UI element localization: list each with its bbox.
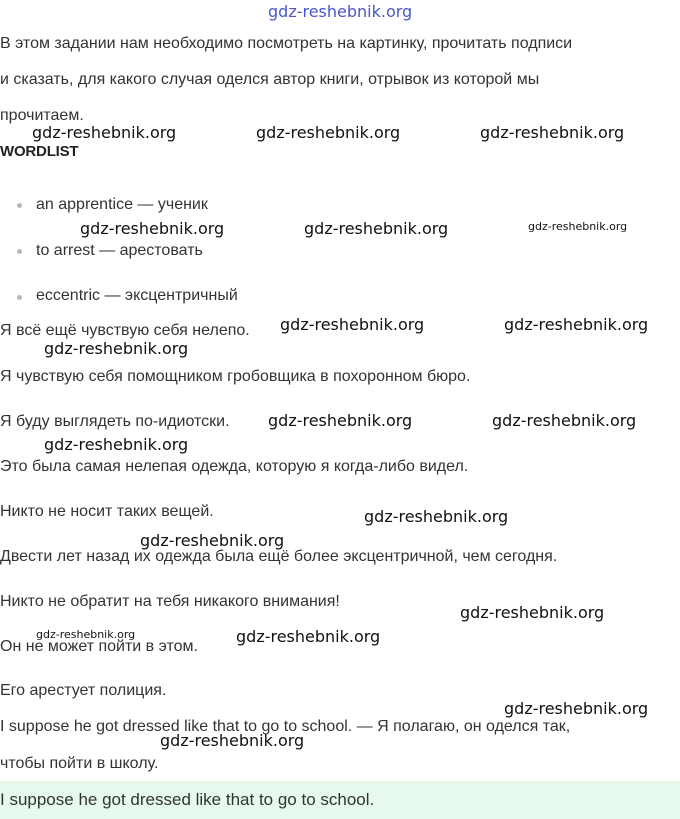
wordlist-item: an apprentice — ученик bbox=[36, 196, 208, 213]
answer-highlight-text: I suppose he got dressed like that to go to school. bbox=[0, 790, 375, 809]
sentence: Никто не обратит на тебя никакого внимания! bbox=[0, 593, 340, 610]
watermark: gdz-reshebnik.org bbox=[364, 507, 509, 526]
bullet-icon bbox=[17, 203, 22, 208]
bullet-icon bbox=[17, 295, 22, 300]
watermark: gdz-reshebnik.org bbox=[304, 219, 449, 238]
intro-line: прочитаем. bbox=[0, 107, 84, 124]
wordlist-item: to arrest — арестовать bbox=[36, 242, 203, 259]
sentence: Я буду выглядеть по-идиотски. bbox=[0, 413, 230, 430]
answer-line: I suppose he got dressed like that to go to school. — Я полагаю, он оделся так, bbox=[0, 718, 571, 735]
watermark: gdz-reshebnik.org bbox=[44, 435, 189, 454]
intro-line: В этом задании нам необходимо посмотреть на картинку, прочитать подписи bbox=[0, 35, 573, 52]
intro-line: и сказать, для какого случая оделся автор книги, отрывок из которой мы bbox=[0, 71, 540, 88]
watermark: gdz-reshebnik.org bbox=[80, 219, 225, 238]
watermark: gdz-reshebnik.org bbox=[44, 339, 189, 358]
watermark: gdz-reshebnik.org bbox=[268, 411, 413, 430]
watermark: gdz-reshebnik.org bbox=[140, 531, 285, 550]
sentence: Я всё ещё чувствую себя нелепо. bbox=[0, 322, 250, 339]
watermark: gdz-reshebnik.org bbox=[460, 603, 605, 622]
sentence: Двести лет назад их одежда была ещё более эксцентричной, чем сегодня. bbox=[0, 548, 558, 565]
sentence: Это была самая нелепая одежда, которую я когда-либо видел. bbox=[0, 458, 469, 475]
sentence: Он не может пойти в этом. bbox=[0, 638, 198, 655]
sentence: Я чувствую себя помощником гробовщика в похоронном бюро. bbox=[0, 368, 471, 385]
watermark: gdz-reshebnik.org bbox=[36, 628, 136, 641]
watermark: gdz-reshebnik.org bbox=[504, 315, 649, 334]
bullet-icon bbox=[17, 249, 22, 254]
watermark: gdz-reshebnik.org bbox=[528, 220, 628, 233]
watermark: gdz-reshebnik.org bbox=[504, 699, 649, 718]
watermark: gdz-reshebnik.org bbox=[160, 731, 305, 750]
answer-line: чтобы пойти в школу. bbox=[0, 755, 159, 772]
sentence: Его арестует полиция. bbox=[0, 682, 167, 699]
wordlist-item: eccentric — эксцентричный bbox=[36, 287, 238, 304]
wordlist-heading: WORDLIST bbox=[0, 143, 79, 160]
intro-paragraph bbox=[0, 26, 672, 134]
watermark-top: gdz-reshebnik.org bbox=[268, 2, 413, 21]
watermark: gdz-reshebnik.org bbox=[256, 123, 401, 142]
watermark: gdz-reshebnik.org bbox=[280, 315, 425, 334]
watermark: gdz-reshebnik.org bbox=[32, 123, 177, 142]
watermark: gdz-reshebnik.org bbox=[492, 411, 637, 430]
watermark: gdz-reshebnik.org bbox=[236, 627, 381, 646]
watermark: gdz-reshebnik.org bbox=[480, 123, 625, 142]
sentence: Никто не носит таких вещей. bbox=[0, 503, 214, 520]
answer-highlight-box bbox=[0, 781, 680, 819]
